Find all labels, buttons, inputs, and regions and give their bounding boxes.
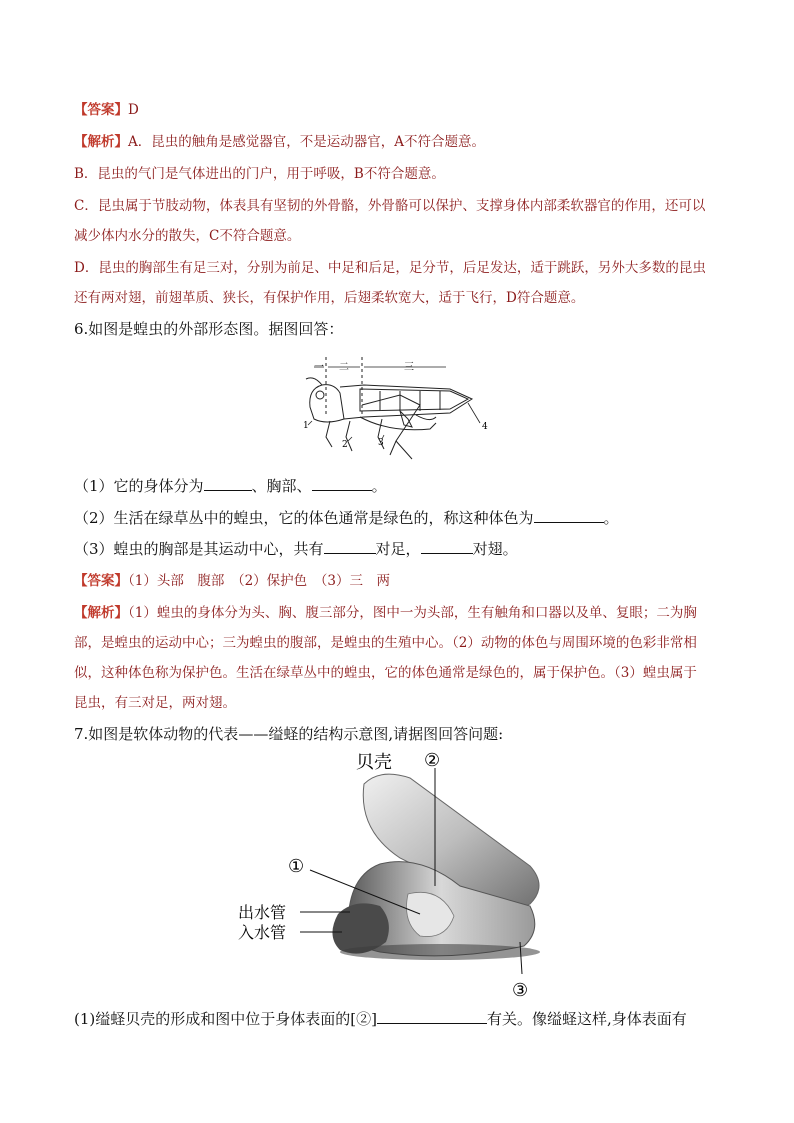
q7-stem: 7.如图是软体动物的代表——缢蛏的结构示意图,请据图回答问题: xyxy=(74,725,504,743)
q6-analysis-4: 昆虫，有三对足，两对翅。 xyxy=(74,695,236,711)
q6-sub3-blank-2[interactable] xyxy=(421,539,473,554)
section-label-abdomen: 三 xyxy=(404,362,414,373)
q6-sub3-text-a: （3）蝗虫的胸部是其运动中心，共有 xyxy=(74,540,324,558)
q5-analysis-d2: 还有两对翅，前翅革质、狭长，有保护作用，后翅柔软宽大，适于飞行，D符合题意。 xyxy=(74,290,585,306)
grasshopper-figure xyxy=(300,355,500,467)
analysis-text: （1）蝗虫的身体分为头、胸、腹三部分，图中一为头部，生有触角和口器以及单、复眼；二为胸 xyxy=(128,605,697,621)
analysis-tag: 【解析】 xyxy=(74,605,128,621)
answer-value: D xyxy=(128,102,139,118)
razor-clam-figure xyxy=(230,746,560,1002)
answer-tag: 【答案】 xyxy=(74,573,128,589)
q6-analysis-2: 部，是蝗虫的运动中心；三为蝗虫的腹部，是蝗虫的生殖中心。（2）动物的体色与周围环境的色彩非常相 xyxy=(74,635,697,651)
grasshopper-drawing xyxy=(306,378,472,459)
q7-sub1 xyxy=(74,1009,687,1029)
part-label-1: 1 xyxy=(303,421,309,431)
section-label-thorax: 二 xyxy=(339,362,349,373)
q6-sub1-text-c: 。 xyxy=(371,477,387,495)
label-mantle-2: ② xyxy=(424,750,441,771)
q6-sub2-text-b: 。 xyxy=(603,509,619,527)
q7-sub1-blank[interactable] xyxy=(377,1009,487,1024)
q6-sub3 xyxy=(74,539,518,559)
q6-sub1-text-b: 、胸部、 xyxy=(251,477,312,495)
answer-tag: 【答案】 xyxy=(74,102,128,118)
q6-sub1-blank-1[interactable] xyxy=(204,476,252,491)
part-label-3: 3 xyxy=(378,438,384,448)
q7-sub1-text-a: (1)缢蛏贝壳的形成和图中位于身体表面的[②] xyxy=(74,1010,377,1028)
q5-analysis-a xyxy=(74,132,485,152)
q6-sub2 xyxy=(74,508,619,528)
q6-sub1-text-a: （1）它的身体分为 xyxy=(74,477,204,495)
analysis-text: A．昆虫的触角是感觉器官，不是运动器官，A不符合题意。 xyxy=(128,134,485,150)
q5-analysis-c2: 减少体内水分的散失，C不符合题意。 xyxy=(74,228,301,244)
label-incurrent-siphon: 入水管 xyxy=(238,923,287,942)
q6-sub2-text-a: （2）生活在绿草丛中的蝗虫，它的体色通常是绿色的，称这种体色为 xyxy=(74,509,534,527)
label-shell: 贝壳 xyxy=(356,752,392,773)
part-label-4: 4 xyxy=(482,422,488,432)
q5-analysis-b: B．昆虫的气门是气体进出的门户，用于呼吸，B不符合题意。 xyxy=(74,166,445,182)
analysis-tag: 【解析】 xyxy=(74,134,128,150)
part-label-2: 2 xyxy=(342,440,348,450)
section-label-head: 一 xyxy=(314,362,324,373)
label-foot-3: ③ xyxy=(512,980,529,1001)
q7-sub1-text-b: 有关。像缢蛏这样,身体表面有 xyxy=(486,1010,687,1028)
q5-answer xyxy=(74,100,139,120)
q6-sub3-text-c: 对翅。 xyxy=(472,540,518,558)
label-1: ① xyxy=(288,856,305,877)
q6-sub2-blank[interactable] xyxy=(534,508,604,523)
clam-photo xyxy=(332,774,540,960)
q6-sub1-blank-2[interactable] xyxy=(312,476,372,491)
q6-analysis-1 xyxy=(74,603,697,623)
q6-sub3-blank-1[interactable] xyxy=(324,539,376,554)
q6-analysis-3: 似，这种体色称为保护色。生活在绿草丛中的蝗虫，它的体色通常是绿色的，属于保护色。（3）蝗虫属于 xyxy=(74,665,697,681)
answer-value: （1）头部 腹部 （2）保护色 （3）三 两 xyxy=(128,573,391,589)
q5-analysis-c1: C．昆虫属于节肢动物，体表具有坚韧的外骨骼，外骨骼可以保护、支撑身体内部柔软器官的作用，还可以 xyxy=(74,198,706,214)
q6-sub3-text-b: 对足， xyxy=(375,540,421,558)
q6-sub1 xyxy=(74,476,387,496)
label-excurrent-siphon: 出水管 xyxy=(238,903,287,922)
q5-analysis-d1: D．昆虫的胸部生有足三对，分别为前足、中足和后足，足分节，后足发达，适于跳跃，另外大多数的昆虫 xyxy=(74,260,706,276)
q6-answer xyxy=(74,571,390,591)
q6-stem: 6.如图是蝗虫的外部形态图。据图回答： xyxy=(74,320,344,338)
